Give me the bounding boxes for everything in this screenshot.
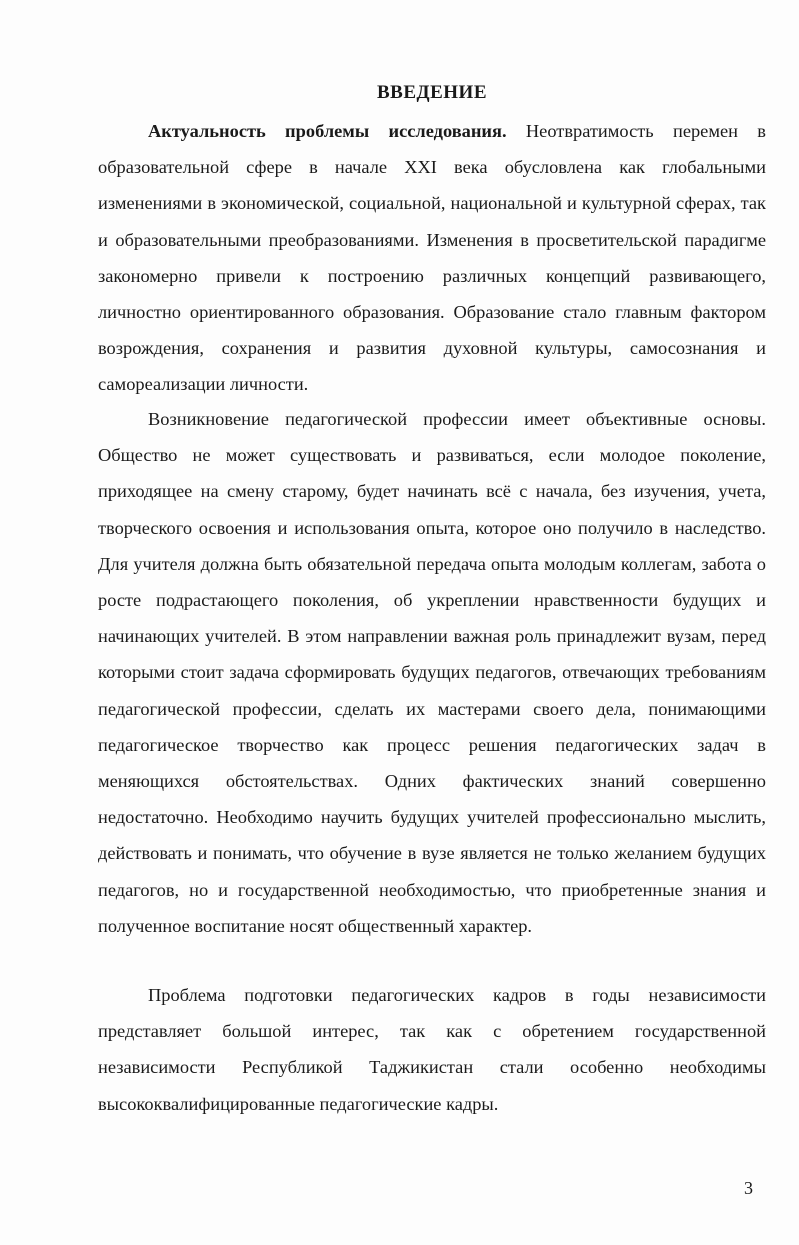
paragraph-body: Возникновение педагогической профессии имеет объективные основы. Общество не может существовать и развиваться, если молодое поколение, приходящее на смену старому, будет начинать всё с начала, без изучения, учета, творческого освоения и использования опыта, которое оно получило в наследство. Для учителя должна быть обязательной передача опыта молодым коллегам, забота о росте подрастающего поколения, об укреплении нравственности будущих и начинающих учителей. В этом направлении важная роль принадлежит вузам, перед которыми стоит задача сформировать будущих педагогов, отвечающих требованиям педагогической профессии, сделать их мастерами своего дела, понимающими педагогическое творчество как процесс решения педагогических задач в меняющихся обстоятельствах. Одних фактических знаний совершенно недостаточно. Необходимо научить будущих учителей профессионально мыслить, действовать и понимать, что обучение в вузе является не только желанием будущих педагогов, но и государственной необходимостью, что приобретенные знания и полученное воспитание носят общественный характер. — [98, 409, 766, 936]
paragraph-profession — [98, 401, 766, 944]
paragraph-body: Неотвратимость перемен в образовательной сфере в начале XXI века обусловлена как глобальными изменениями в экономической, социальной, национальной и культурной сферах, так и образовательными преобразованиями. Изменения в просветительской парадигме закономерно привели к построению различных концепций развивающего, личностно ориентированного образования. Образование стало главным фактором возрождения, сохранения и развития духовной культуры, самосознания и самореализации личности. — [98, 121, 766, 395]
paragraph-text — [98, 401, 766, 944]
paragraph-text — [98, 113, 766, 403]
page-number: 3 — [744, 1178, 753, 1198]
paragraph-body: Проблема подготовки педагогических кадров в годы независимости представляет большой интерес, так как с обретением государственной независимости Республикой Таджикистан стали особенно необходимы высококвалифицированные педагогические кадры. — [98, 985, 766, 1114]
paragraph-relevance — [98, 113, 766, 403]
paragraph-lead: Актуальность проблемы исследования. — [148, 121, 507, 141]
paragraph-text — [98, 977, 766, 1122]
section-heading: ВВЕДЕНИЕ — [377, 82, 487, 103]
paragraph-training — [98, 977, 766, 1122]
